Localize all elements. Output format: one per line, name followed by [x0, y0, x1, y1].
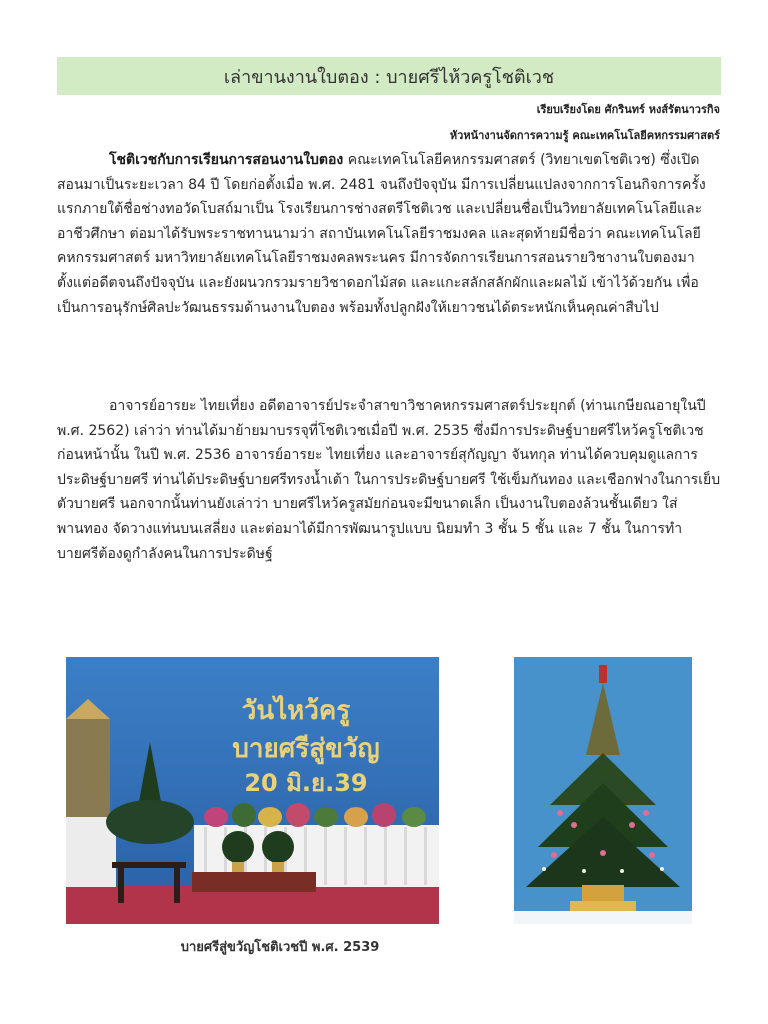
photo-caption: บายศรีสู่ขวัญโชติเวชปี พ.ศ. 2539 — [180, 940, 380, 955]
title-text: เล่าขานงานใบตอง : บายศรีไห้วครูโชติเวช — [223, 66, 555, 88]
baisri-photo — [514, 657, 692, 924]
paragraph-1-text: คณะเทคโนโลยีคหกรรมศาสตร์ (วิทยาเขตโชติเวช) ซึ่งเปิดสอนมาเป็นระยะเวลา 84 ปี โดยก่อตั้งเมื่อ พ.ศ. 2481 จนถึงปัจจุบัน มีการเปลี่ยนแปลงจากการโอนกิจการครั้งแรกภายใต้ชื่อช่างทอวัดโบสถ์มาเป็น โรงเรียนการช่างสตรีโชติเวช และเปลี่ยนชื่อเป็นวิทยาลัยเทคโนโลยีและอาชีวศึกษา ต่อมาได้รับพระราชทานนามว่า สถาบันเทคโนโลยีราชมงคล และสุดท้ายมีชื่อว่า คณะเทคโนโลยี คหกรรมศาสตร์ มหาวิทยาลัยเทคโนโลยีราชมงคลพระนคร มีการจัดการเรียนการสอนรายวิชางานใบตองมาตั้งแต่อดีตจนถึงปัจจุบัน และยังผนวกรวมรายวิชาดอกไม้สด และแกะสลักสลักผักและผลไม้ เข้าไว้ด้วยกัน เพื่อเป็นการอนุรักษ์ศิลปะวัฒนธรรมด้านงานใบตอง พร้อมทั้งปลูกฝังให้เยาวชนได้ตระหนักเห็นคุณค่าสืบไป — [57, 152, 706, 316]
ceremony-photo — [66, 657, 439, 924]
page-title — [57, 57, 721, 95]
position-line: หัวหน้างานจัดการความรู้ คณะเทคโนโลยีคหกรรมศาสตร์ — [449, 129, 720, 142]
paragraph-1 — [57, 148, 721, 320]
paragraph-1-lead: โชติเวชกับการเรียนการสอนงานใบตอง — [109, 152, 344, 168]
paragraph-2: อาจารย์อารยะ ไทยเที่ยง อดีตอาจารย์ประจำสาขาวิชาคหกรรมศาสตร์ประยุกต์ (ท่านเกษียณอายุในปี พ.ศ. 2562) เล่าว่า ท่านได้มาย้ายมาบรรจุที่โชติเวชเมื่อปี พ.ศ. 2535 ซึ่งมีการประดิษฐ์บายศรีไหว้ครูโชติเวชก่อนหน้านั้น ในปี พ.ศ. 2536 อาจารย์อารยะ ไทยเที่ยง และอาจารย์สุกัญญา จันทกุล ท่านได้ควบคุมดูแลการประดิษฐ์บายศรี ท่านได้ประดิษฐ์บายศรีทรงน้ำเต้า ในการประดิษฐ์บายศรี ใช้เข็มกันทอง และเชือกฟางในการเย็บตัวบายศรี นอกจากนั้นท่านยังเล่าว่า บายศรีไหว้ครูสมัยก่อนจะมีขนาดเล็ก เป็นงานใบตองล้วนชั้นเดียว ใส่พานทอง จัดวางแท่นบนเสลี่ยง และต่อมาได้มีการพัฒนารูปแบบ นิยมทำ 3 ชั้น 5 ชั้น และ 7 ชั้น ในการทำบายศรีต้องดูกำลังคนในการประดิษฐ์ — [57, 398, 721, 562]
ceremony-illustration — [66, 657, 439, 924]
baisri-illustration — [514, 657, 692, 924]
banner-line-1: วันไหว้ครู — [241, 696, 351, 726]
author-line: เรียบเรียงโดย ศักรินทร์ หงส์รัตนาวรกิจ — [536, 103, 720, 116]
banner-line-2: บายศรีสู่ขวัญ — [232, 734, 380, 764]
banner-line-3: 20 มิ.ย.39 — [244, 769, 368, 797]
